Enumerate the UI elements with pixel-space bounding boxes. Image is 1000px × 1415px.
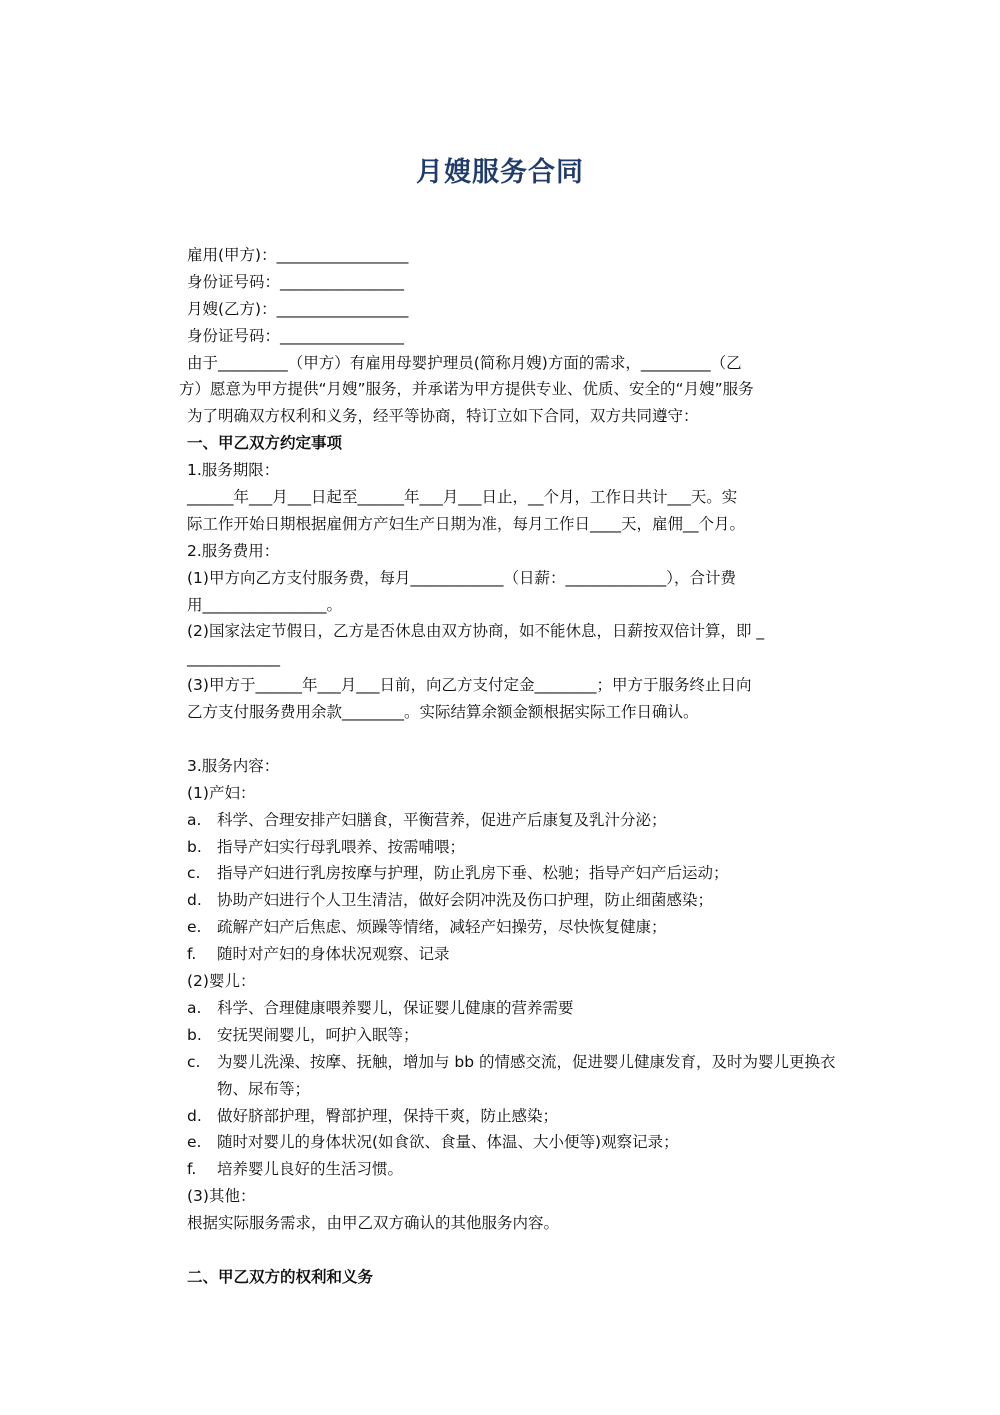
subsection-heading: 2.服务费用： — [187, 541, 280, 560]
list-item — [187, 807, 852, 834]
employer-id-field: 身份证号码：________________ — [187, 272, 405, 291]
nanny-field: 月嫂(乙方)：_________________ — [187, 299, 409, 318]
paragraph-line: 根据实际服务需求，由甲乙双方确认的其他服务内容。 — [187, 1214, 560, 1233]
employer-field: 雇用(甲方)：_________________ — [187, 246, 409, 264]
list-item — [187, 860, 852, 887]
list-item-label: b. — [187, 1025, 202, 1044]
list-item-text: 协助产妇进行个人卫生清洁，做好会阴冲洗及伤口护理，防止细菌感染； — [217, 891, 714, 910]
list-item-text: 指导产妇进行乳房按摩与护理，防止乳房下垂、松驰；指导产妇产后运动； — [217, 864, 729, 883]
list-item-label: e. — [187, 918, 202, 937]
list-item — [187, 887, 852, 914]
list-item-text: 科学、合理健康喂养婴儿，保证婴儿健康的营养需要 — [217, 998, 574, 1017]
intro-line: 由于_________（甲方）有雇用母婴护理员(简称月嫂)方面的需求，_________（乙 — [187, 353, 742, 372]
list-item-text: 培养婴儿良好的生活习惯。 — [217, 1160, 404, 1179]
list-item-text: 为婴儿洗澡、按摩、抚触，增加与 bb 的情感交流，促进婴儿健康发育，及时为婴儿更换衣物、尿布等； — [217, 1052, 836, 1098]
paragraph-line: 乙方支付服务费用余款________。实际结算余额金额根据实际工作日确认。 — [187, 703, 699, 722]
list-item-text: 做好脐部护理，臀部护理，保持干爽，防止感染； — [217, 1106, 559, 1125]
intro-line: 为了明确双方权利和义务，经平等协商，特订立如下合同，双方共同遵守： — [187, 407, 699, 426]
paragraph-line: 用________________。 — [187, 595, 343, 614]
spacer — [187, 726, 852, 753]
subsection-heading: (1)产妇： — [187, 783, 256, 802]
subsection-heading: 1.服务期限： — [187, 461, 280, 480]
intro-line: 方）愿意为甲方提供“月嫂”服务，并承诺为甲方提供专业、优质、安全的“月嫂”服务 — [179, 380, 754, 399]
subsection-heading: 3.服务内容： — [187, 756, 280, 775]
list-item-text: 随时对产妇的身体状况观察、记录 — [217, 945, 450, 964]
list-item-label: f. — [187, 945, 197, 964]
list-item-label: d. — [187, 891, 202, 910]
paragraph-line: ______年___月___日起至______年___月___日止，__个月，工作日共计___天。实 — [187, 488, 738, 507]
list-item-label: d. — [187, 1106, 202, 1125]
list-item — [187, 995, 852, 1022]
section-heading: 二、甲乙双方的权利和义务 — [187, 1267, 374, 1286]
list-item-label: b. — [187, 837, 202, 856]
nanny-id-field: 身份证号码：________________ — [187, 326, 405, 345]
spacer — [187, 1237, 852, 1264]
list-item — [187, 941, 852, 968]
list-item-label: a. — [187, 810, 202, 829]
section-heading: 一、甲乙双方约定事项 — [187, 434, 343, 453]
list-item-label: e. — [187, 1133, 202, 1152]
paragraph-line: 际工作开始日期根据雇佣方产妇生产日期为准，每月工作日____天，雇佣__个月。 — [187, 514, 746, 533]
list-item-text: 疏解产妇产后焦虑、烦躁等情绪，减轻产妇操劳，尽快恢复健康； — [217, 918, 667, 937]
list-item — [187, 914, 852, 941]
subsection-heading: (3)其他： — [187, 1187, 256, 1206]
list-item-label: f. — [187, 1160, 197, 1179]
list-item-label: c. — [187, 864, 201, 883]
list-item — [187, 1049, 852, 1103]
paragraph-line: (3)甲方于______年___月___日前，向乙方支付定金________；甲方于服务终止日向 — [187, 676, 752, 695]
list-item-text: 指导产妇实行母乳喂养、按需哺喂； — [217, 837, 466, 856]
list-item — [187, 1129, 852, 1156]
list-item — [187, 1022, 852, 1049]
subsection-heading: (2)婴儿： — [187, 972, 256, 991]
contract-body — [179, 242, 852, 1291]
paragraph-line: ____________ — [187, 649, 280, 668]
list-item-text: 科学、合理安排产妇膳食，平衡营养，促进产后康复及乳汁分泌； — [217, 810, 667, 829]
list-item-label: a. — [187, 998, 202, 1017]
paragraph-line: (2)国家法定节假日，乙方是否休息由双方协商，如不能休息，日薪按双倍计算，即 _ — [187, 622, 765, 641]
list-item-text: 安抚哭闹婴儿，呵护入眠等； — [217, 1025, 419, 1044]
list-item-text: 随时对婴儿的身体状况(如食欲、食量、体温、大小便等)观察记录； — [217, 1133, 679, 1152]
list-item-label: c. — [187, 1052, 201, 1071]
paragraph-line: (1)甲方向乙方支付服务费，每月____________（日薪：_____________），合计费 — [187, 568, 736, 587]
page-title: 月嫂服务合同 — [416, 157, 584, 188]
list-item — [187, 1156, 852, 1183]
list-item — [187, 834, 852, 861]
list-item — [187, 1103, 852, 1130]
